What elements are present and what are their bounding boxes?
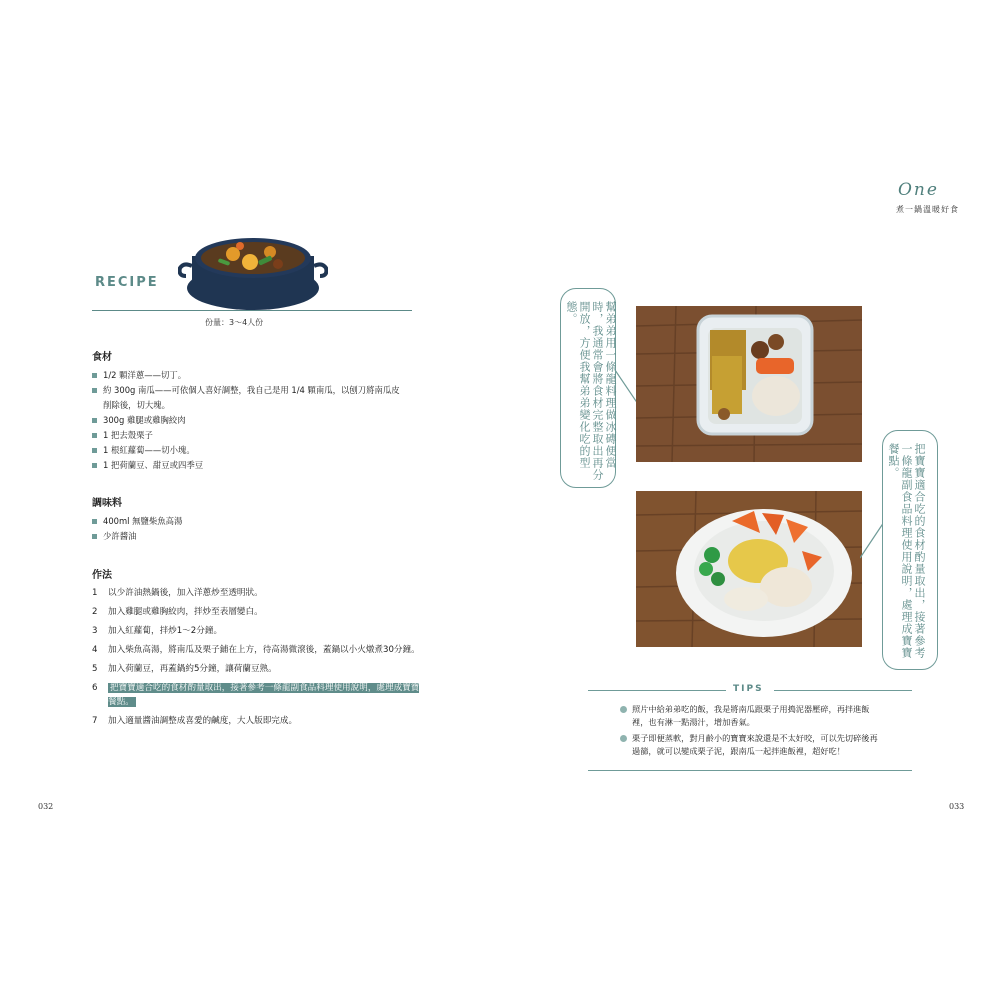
right-page bbox=[500, 0, 1000, 1000]
list-item: 少許醬油 bbox=[92, 529, 422, 544]
list-item: 1 把去殼栗子 bbox=[92, 428, 422, 443]
servings-text: 份量：3～4人份 bbox=[205, 318, 264, 327]
list-item: 約 300g 南瓜——可依個人喜好調整，我自己是用 1/4 顆南瓜，以刨刀將南瓜皮 削除後，切大塊。 bbox=[92, 383, 422, 413]
speech-bubble-1 bbox=[560, 288, 616, 488]
step-item-highlighted: 6 把寶寶適合吃的食材酌量取出，接著參考一條龍副食品料理使用說明，處理成寶寶餐點。 bbox=[92, 683, 420, 707]
seasoning-title: 調味料 bbox=[92, 498, 122, 509]
tip-item: 栗子即便蒸軟，對月齡小的寶寶來說還是不太好咬，可以先切碎後再過篩，就可以變成栗子泥，跟南瓜一起拌進飯裡，超好吃！ bbox=[620, 732, 880, 758]
list-item: 1 把荷蘭豆、甜豆或四季豆 bbox=[92, 458, 422, 473]
chapter-subtitle: 煮一鍋溫暖好食 bbox=[896, 205, 959, 214]
recipe-divider bbox=[92, 310, 412, 311]
method-title: 作法 bbox=[92, 570, 112, 581]
ingredients-list bbox=[92, 368, 422, 473]
step-item: 1 以少許油熱鍋後，加入洋蔥炒至透明狀。 bbox=[92, 588, 263, 598]
list-item: 400ml 無鹽柴魚高湯 bbox=[92, 514, 422, 529]
tip-item: 照片中給弟弟吃的飯，我是將南瓜跟栗子用搗泥器壓碎，再拌進飯裡，也有淋一點湯汁，增加香氣。 bbox=[620, 703, 880, 729]
ingredients-title: 食材 bbox=[92, 352, 112, 363]
stew-pot-photo bbox=[178, 236, 328, 314]
list-item: 1/2 顆洋蔥——切丁。 bbox=[92, 368, 422, 383]
tips-line-right bbox=[774, 690, 912, 691]
step-item: 2 加入雞腿或雞胸絞肉，拌炒至表層變白。 bbox=[92, 607, 263, 617]
tips-line-left bbox=[588, 690, 726, 691]
bowl-photo bbox=[636, 491, 862, 647]
recipe-heading: RECIPE bbox=[95, 275, 159, 290]
page-number-right: 033 bbox=[949, 802, 965, 811]
lunchbox-photo bbox=[636, 306, 862, 462]
speech-bubble-2 bbox=[882, 430, 938, 670]
list-item: 1 根紅蘿蔔——切小塊。 bbox=[92, 443, 422, 458]
step-item: 4 加入柴魚高湯，將南瓜及栗子鋪在上方，待高湯微滾後，蓋鍋以小火燉煮30分鐘。 bbox=[92, 645, 420, 655]
highlighted-text: 把寶寶適合吃的食材酌量取出，接著參考一條龍副食品料理使用說明，處理成寶寶餐點。 bbox=[108, 683, 420, 707]
list-item: 300g 雞腿或雞胸絞肉 bbox=[92, 413, 422, 428]
tips-bottom-rule bbox=[588, 770, 912, 771]
tips-list bbox=[620, 703, 880, 761]
tips-label: TIPS bbox=[733, 684, 764, 694]
method-steps bbox=[92, 586, 422, 733]
chapter-script-title: One bbox=[898, 180, 939, 200]
step-item: 5 加入荷蘭豆，再蓋鍋約5分鐘，讓荷蘭豆熟。 bbox=[92, 664, 277, 674]
page-number-left: 032 bbox=[38, 802, 54, 811]
bubble-2-text: 把寶寶適合吃的食材酌量取出，接著參考一條龍副食品料理使用說明，處理成寶寶餐點。 bbox=[887, 443, 926, 659]
tips-header bbox=[588, 684, 912, 696]
step-item: 7 加入適量醬油調整成喜愛的鹹度，大人版即完成。 bbox=[92, 716, 298, 726]
step-item: 3 加入紅蘿蔔，拌炒1～2分鐘。 bbox=[92, 626, 223, 636]
seasoning-list bbox=[92, 514, 422, 544]
bubble-1-text: 幫弟弟用一條龍料理做冰磚便當時，我通常會將食材完整取出再分開放，方便我幫弟弟變化吃的型態。 bbox=[565, 301, 617, 481]
